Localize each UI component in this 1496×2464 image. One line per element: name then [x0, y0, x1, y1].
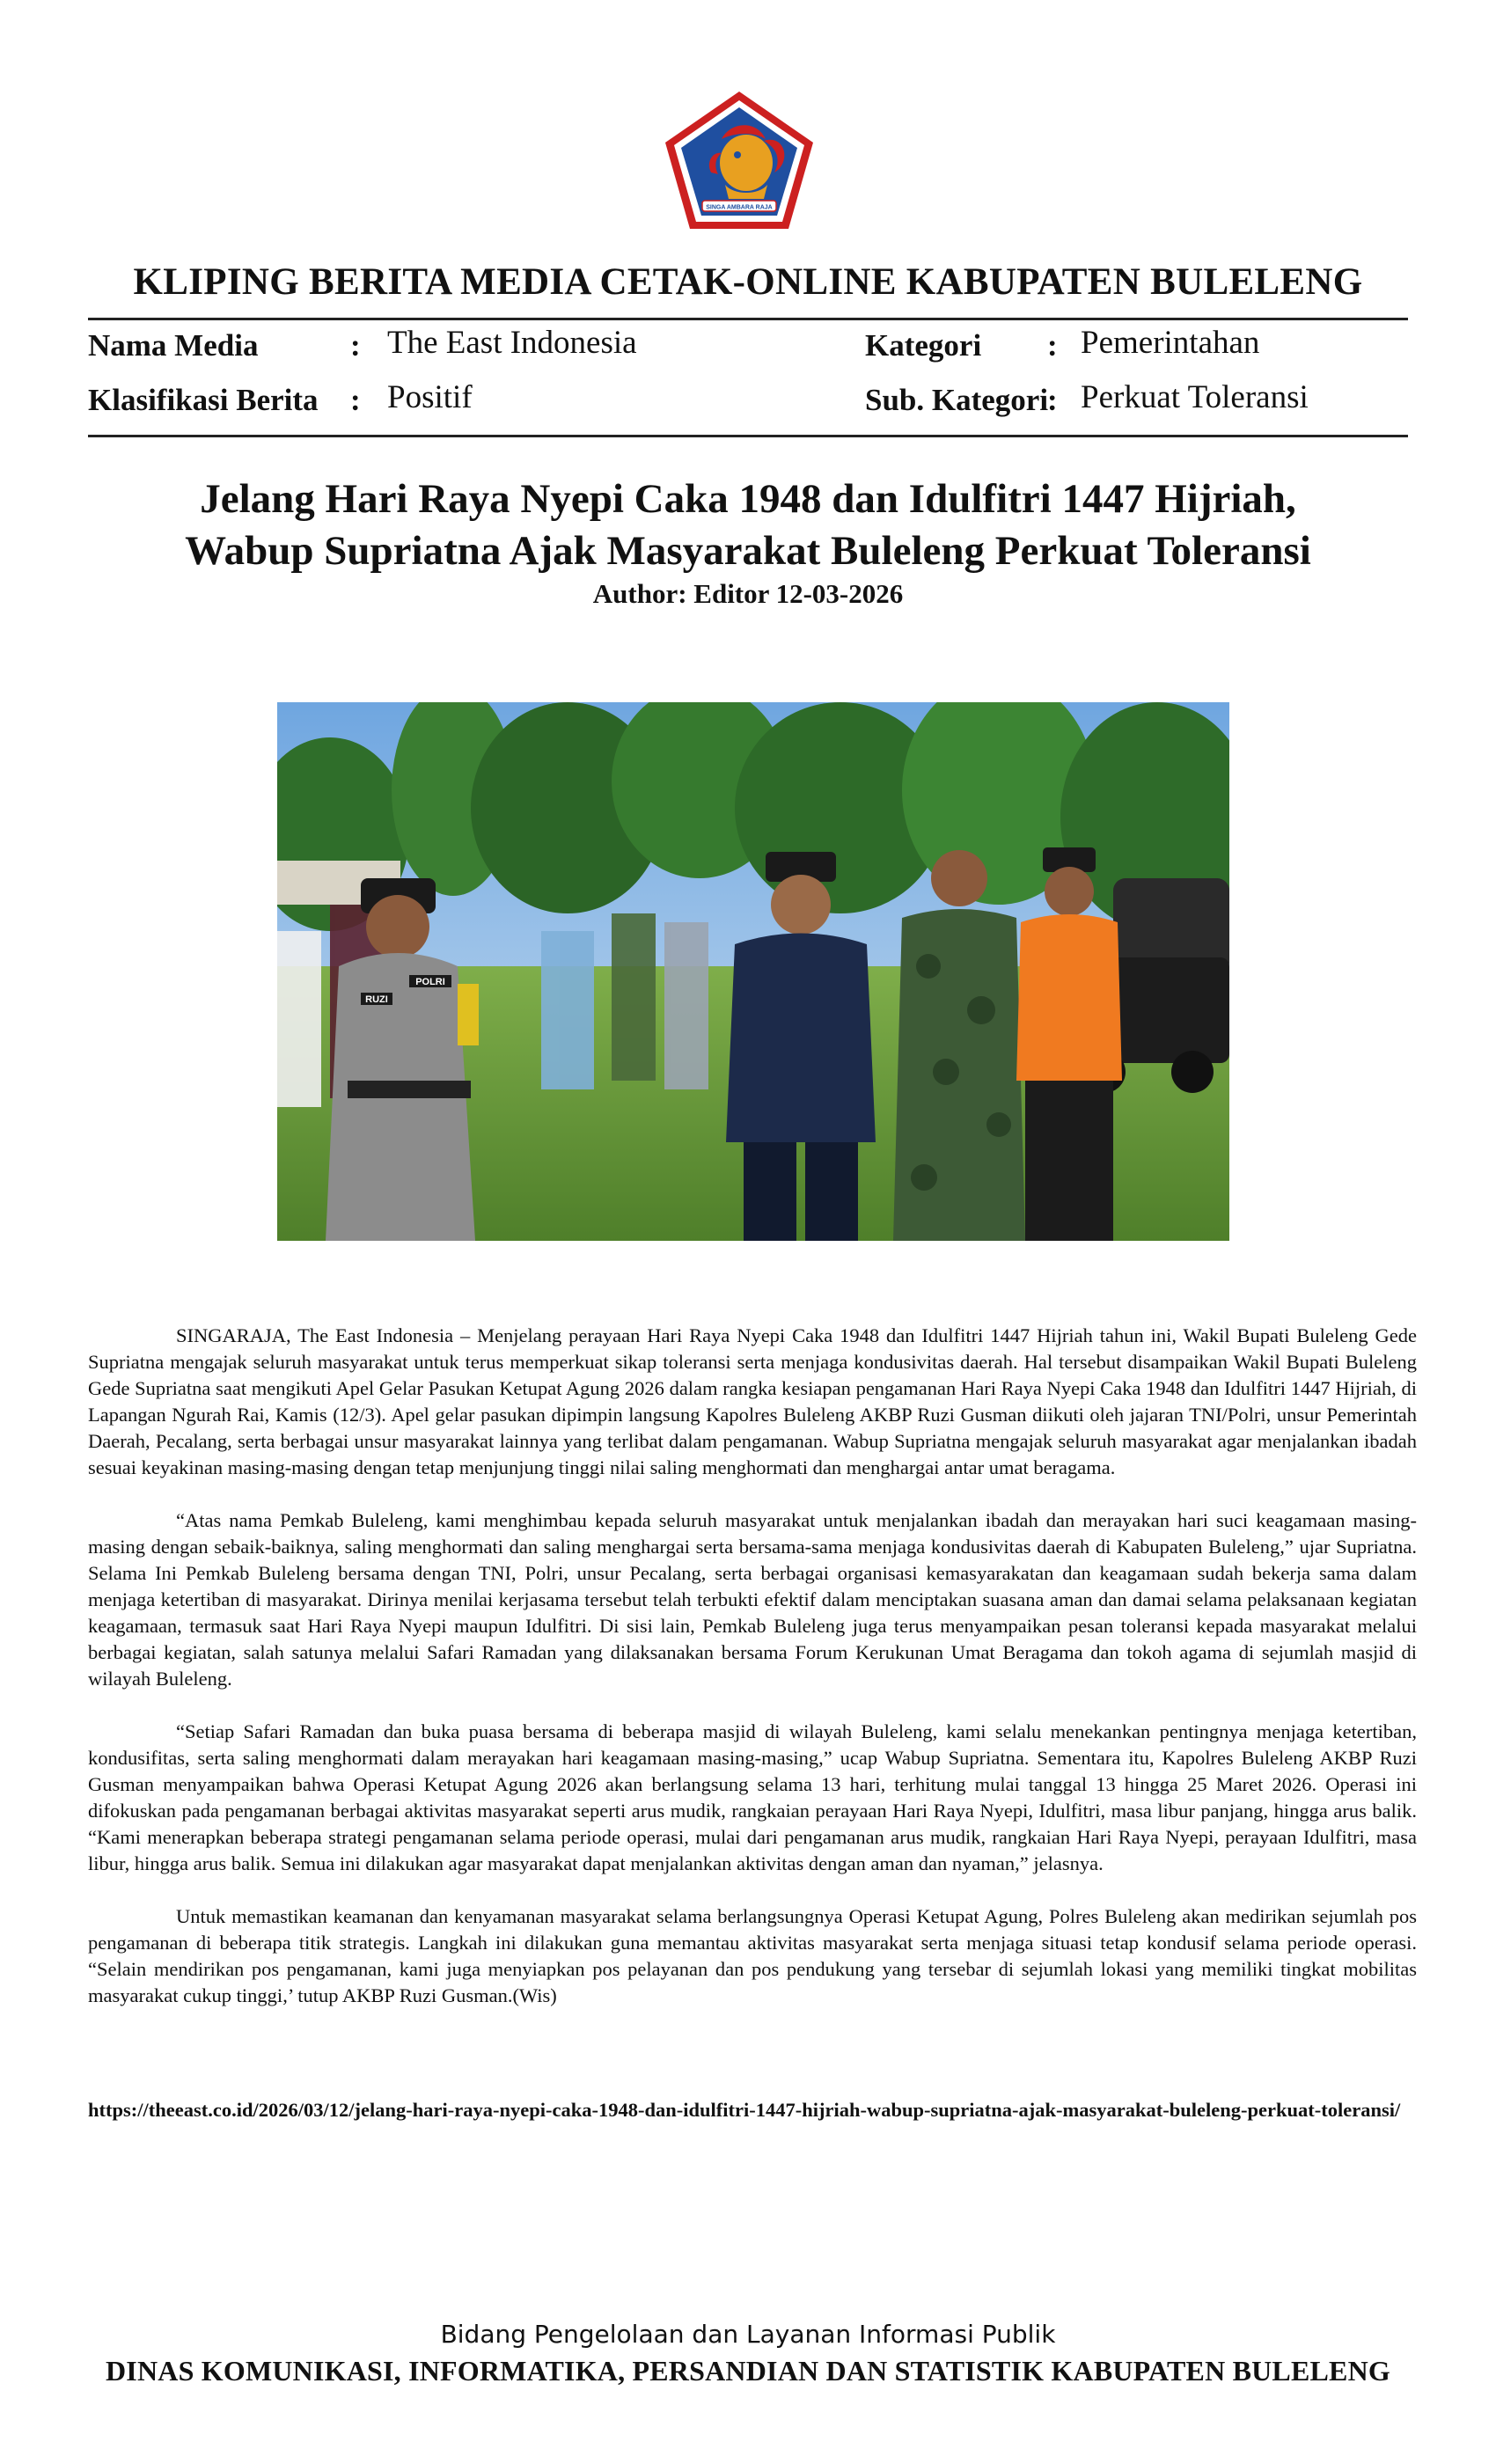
article-paragraph: “Setiap Safari Ramadan dan buka puasa bersama di beberapa masjid di wilayah Buleleng, kami selalu menekankan pentingnya menjaga ketertiban, kondusifitas, serta saling menghormati dalam merayakan hari keagamaan masing-masing,” ucap Wabup Supriatna. Sementara itu, Kapolres Buleleng AKBP Ruzi Gusman menyampaikan bahwa Operasi Ketupat Agung 2026 akan berlangsung selama 13 hari, terhitung mulai tanggal 13 hingga 25 Maret 2026. Operasi ini difokuskan pada pengamanan berbagai aktivitas masyarakat seperti arus mudik, rangkaian perayaan Hari Raya Nyepi, Idulfitri, masa libur panjang, hingga arus balik. “Kami menerapkan beberapa strategi pengamanan selama periode operasi, mulai dari pengamanan arus mudik, rangkaian Hari Raya Nyepi, perayaan Idulfitri, masa libur, hingga arus balik. Semua ini dilakukan agar masyarakat dapat menjalankan aktivitas dengan aman dan nyaman,” jelasnya.	[88, 1720, 1417, 1874]
article-photo	[277, 702, 1229, 1241]
emblem-motto: SINGA AMBARA RAJA	[706, 204, 773, 211]
photo-name-tag: RUZI	[365, 994, 388, 1005]
media-label: Nama Media	[88, 328, 259, 363]
photo-illustration	[277, 702, 1229, 1241]
photo-badge: POLRI	[415, 977, 445, 987]
footer-department: Bidang Pengelolaan dan Layanan Informasi Publik	[440, 2320, 1056, 2349]
article-paragraph: Untuk memastikan keamanan dan kenyamanan masyarakat selama berlangsungnya Operasi Ketupat Agung, Polres Buleleng akan medirikan sejumlah pos pengamanan di beberapa titik strategis. Langkah ini dilakukan guna memantau aktivitas masyarakat serta menjaga situasi tetap kondusif selama periode operasi. “Selain mendirikan pos pengamanan, kami juga menyiapkan pos pelayanan dan pos pendukung yang tersebar di sejumlah lokasi yang memiliki tingkat mobilitas masyarakat cukup tinggi,’ tutup AKBP Ruzi Gusman.(Wis)	[88, 1905, 1417, 2006]
klasifikasi-value: Positif	[387, 379, 473, 415]
klasifikasi-colon: :	[350, 383, 361, 417]
emblem-icon	[660, 88, 818, 234]
klasifikasi-label: Klasifikasi Berita	[88, 383, 319, 417]
subkategori-label: Sub. Kategori	[865, 383, 1049, 417]
article-headline	[106, 473, 1390, 577]
footer-agency: DINAS KOMUNIKASI, INFORMATIKA, PERSANDIAN DAN STATISTIK KABUPATEN BULELENG	[105, 2355, 1391, 2387]
article-paragraph: SINGARAJA, The East Indonesia – Menjelang perayaan Hari Raya Nyepi Caka 1948 dan Idulfitri 1447 Hijriah tahun ini, Wakil Bupati Buleleng Gede Supriatna mengajak seluruh masyarakat untuk terus memperkuat sikap toleransi serta menjaga kondusivitas daerah. Hal tersebut disampaikan Wakil Bupati Buleleng Gede Supriatna saat mengikuti Apel Gelar Pasukan Ketupat Agung 2026 dalam rangka kesiapan pengamanan Hari Raya Nyepi Caka 1948 dan Idulfitri 1447 Hijriah, di Lapangan Ngurah Rai, Kamis (12/3). Apel gelar pasukan dipimpin langsung Kapolres Buleleng AKBP Ruzi Gusman diikuti oleh jajaran TNI/Polri, unsur Pemerintah Daerah, Pecalang, serta berbagai unsur masyarakat lainnya yang terlibat dalam pengamanan. Wabup Supriatna mengajak seluruh masyarakat agar menjalankan ibadah sesuai keyakinan masing-masing dengan tetap menjunjung tinggi nilai saling menghormati dan menghargai antar umat beragama.	[88, 1324, 1417, 1478]
document-title: KLIPING BERITA MEDIA CETAK-ONLINE KABUPATEN BULELENG	[133, 261, 1363, 303]
media-value: The East Indonesia	[387, 325, 637, 361]
subkategori-colon: :	[1047, 383, 1058, 417]
article-paragraph: “Atas nama Pemkab Buleleng, kami menghimbau kepada seluruh masyarakat untuk menjalankan ibadah dan merayakan hari suci keagamaan masing-masing dengan sebaik-baiknya, saling menghormati dan saling menghargai serta bersama-sama menjaga kondusivitas daerah di Kabupaten Buleleng,” ujar Supriatna. Selama Ini Pemkab Buleleng bersama dengan TNI, Polri, unsur Pecalang, serta berbagai organisasi kemasyarakatan dan keagamaan sudah bekerja sama dalam menjaga ketertiban di masyarakat. Dirinya menilai kerjasama tersebut telah terbukti efektif dalam menciptakan suasana aman dan damai selama pelaksanaan kegiatan keagamaan, termasuk saat Hari Raya Nyepi maupun Idulfitri. Di sisi lain, Pemkab Buleleng juga terus menyampaikan pesan toleransi kepada masyarakat melalui berbagai kegiatan, salah satunya melalui Safari Ramadan yang dilaksanakan bersama Forum Kerukunan Umat Beragama dan tokoh agama di sejumlah masjid di wilayah Buleleng.	[88, 1509, 1417, 1690]
subkategori-value: Perkuat Toleransi	[1081, 379, 1309, 415]
kategori-colon: :	[1047, 328, 1058, 363]
media-colon: :	[350, 328, 361, 363]
headline-line-1: Jelang Hari Raya Nyepi Caka 1948 dan Idulfitri 1447 Hijriah,	[200, 476, 1296, 522]
header-rule-top	[88, 318, 1408, 320]
article-author: Author: Editor 12-03-2026	[592, 578, 904, 609]
article-body	[88, 1323, 1417, 2035]
kategori-value: Pemerintahan	[1081, 325, 1260, 361]
source-url[interactable]: https://theeast.co.id/2026/03/12/jelang-hari-raya-nyepi-caka-1948-dan-idulfitri-1447-hijriah-wabup-supriatna-ajak-masyarakat-buleleng-perkuat-toleransi/	[88, 2099, 1401, 2121]
kabupaten-logo	[660, 88, 818, 234]
kategori-label: Kategori	[865, 328, 982, 363]
header-rule-bottom	[88, 435, 1408, 437]
headline-line-2: Wabup Supriatna Ajak Masyarakat Buleleng Perkuat Toleransi	[185, 528, 1311, 574]
